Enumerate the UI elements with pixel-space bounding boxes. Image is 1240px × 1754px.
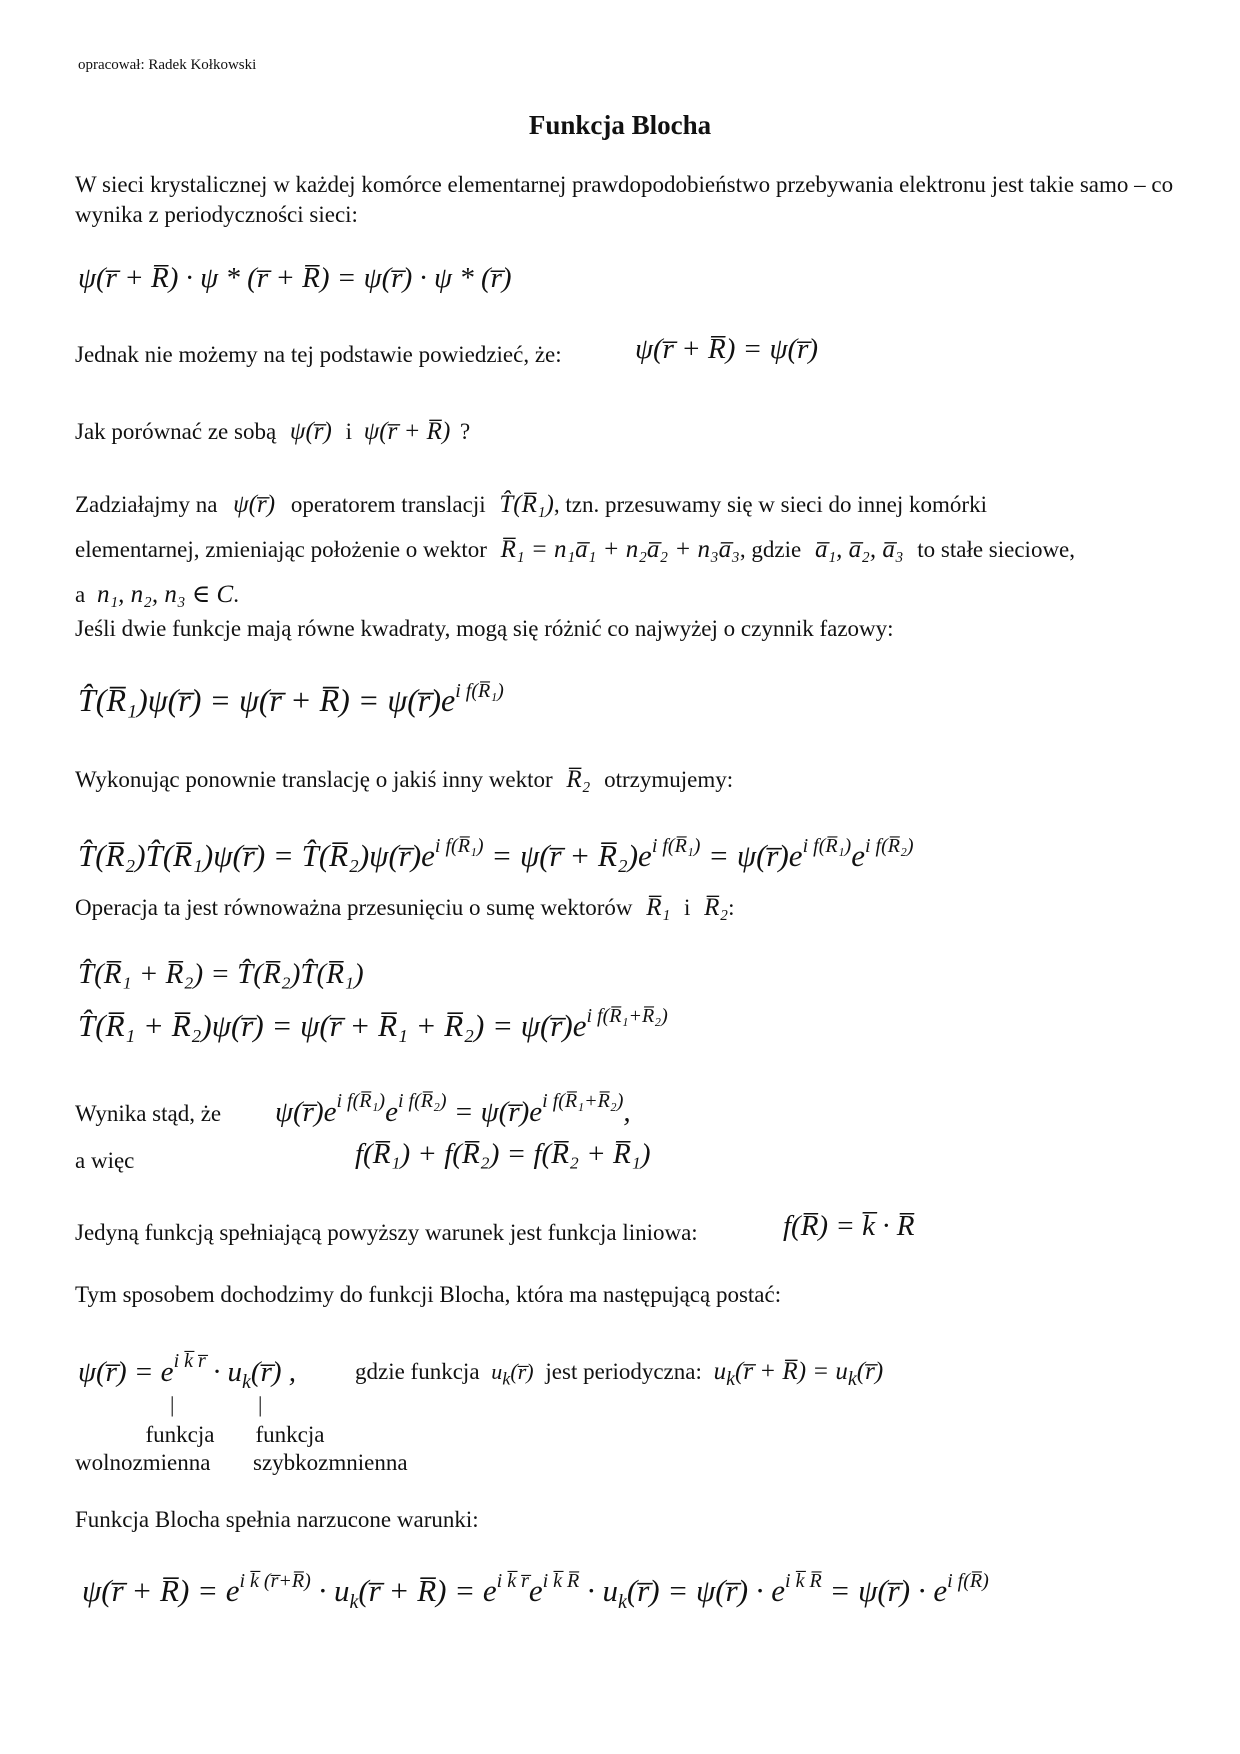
second-translation-text-a: Wykonując ponownie translację o jakiś inny wektor (75, 767, 553, 792)
compare-eq-b: ψ(r̅ + R̅) (363, 418, 451, 445)
double-eq-part-c: = ψ(r̅)e (708, 838, 803, 873)
paragraph-conditions: Funkcja Blocha spełnia narzucone warunki: (75, 1507, 479, 1532)
check-eq-sub-2: k (618, 1591, 627, 1614)
bloch-eq-subscript: k (242, 1370, 251, 1393)
equation-bloch-check (82, 1570, 989, 1614)
translation-text-b: operatorem translacji (290, 492, 486, 517)
paragraph-linear: Jedyną funkcją spełniającą powyższy warunek jest funkcja liniowa: (75, 1220, 698, 1245)
double-eq-exp-2: i f(R̅₁) (651, 835, 701, 857)
translation-eq-psi: ψ(r̅) (233, 491, 276, 518)
paragraph-periodic (355, 1357, 883, 1394)
follows-eq-b: e (385, 1096, 398, 1128)
annotation-label-1a: funkcja (145, 1422, 215, 1447)
phase-eq-exponent: i f(R̅₁) (455, 680, 504, 702)
equation-linear: f(R̅) = k̅ · R̅ (783, 1210, 915, 1242)
paragraph-equivalent (75, 893, 735, 923)
bloch-eq-a: ψ(r̅) = e (78, 1356, 174, 1388)
bloch-eq-b: · u (213, 1356, 243, 1388)
paragraph-bloch-form: Tym sposobem dochodzimy do funkcji Blocha, która ma następującą postać: (75, 1282, 782, 1307)
sum-eq-main: T̂(R̅₁ + R̅₂)ψ(r̅) = ψ(r̅ + R̅₁ + R̅₂) = ψ(r̅)e (78, 1008, 587, 1043)
compare-eq-a: ψ(r̅) (289, 418, 332, 445)
integers-eq: n₁, n₂, n₃ ∈ C (96, 581, 234, 608)
double-eq-exp-3: i f(R̅₁) (802, 835, 852, 857)
double-eq-part-d: e (851, 838, 865, 873)
vector-eq-r1: R̅₁ = n₁a̅₁ + n₂a̅₂ + n₃a̅₃ (500, 536, 740, 563)
annotation-label-1b: wolnozmienna (75, 1450, 211, 1475)
equation-probability: ψ(r̅ + R̅) · ψ * (r̅ + R̅) = ψ(r̅) · ψ * (r̅) (78, 262, 512, 294)
periodic-cond-c: (r̅) (856, 1358, 884, 1385)
equation-phase (78, 680, 504, 719)
paragraph-cannot-say: Jednak nie możemy na tej podstawie powiedzieć, że: (75, 342, 562, 367)
paragraph-integers (75, 580, 239, 610)
check-eq-a: ψ(r̅ + R̅) = e (82, 1573, 240, 1608)
periodic-eq-u (491, 1359, 534, 1389)
equivalent-colon: : (728, 895, 735, 920)
annotation-bar-2: | (258, 1392, 263, 1417)
equivalent-and: i (684, 895, 691, 920)
periodic-cond-sub2: k (847, 1368, 857, 1390)
integers-text-b: . (233, 582, 239, 607)
periodic-text-b: jest periodyczna: (545, 1359, 702, 1384)
follows-eq-a: ψ(r̅)e (275, 1096, 337, 1128)
translation-eq-operator: T̂(R̅₁) (499, 491, 554, 518)
vector-eq-a: a̅₁, a̅₂, a̅₃ (814, 536, 904, 563)
check-eq-exp-5: i f(R̅) (947, 1570, 989, 1592)
equation-sum-translation (78, 1005, 668, 1044)
bloch-eq-c: (r̅) , (250, 1356, 297, 1388)
translation-text-c: , tzn. przesuwamy się w sieci do innej komórki (553, 492, 987, 517)
check-eq-exp-2: i k̅ r̅ (496, 1570, 529, 1592)
paragraph-translation (75, 490, 987, 520)
periodic-cond-a: u (713, 1358, 727, 1385)
second-translation-text-b: otrzymujemy: (604, 767, 734, 792)
equation-naive: ψ(r̅ + R̅) = ψ(r̅) (635, 333, 819, 365)
check-eq-d: e (528, 1573, 543, 1608)
paragraph-intro: W sieci krystalicznej w każdej komórce elementarnej prawdopodobieństwo przebywania elektronu jest takie samo – co wynika z periodyczności sieci: (75, 172, 1174, 227)
double-eq-exp-1: i f(R̅₁) (434, 835, 484, 857)
equivalent-eq-r2: R̅₂ (704, 894, 729, 921)
check-eq-b: · u (318, 1573, 350, 1608)
check-eq-exp-1: i k̅ (r̅+R̅) (239, 1570, 311, 1592)
paragraph-follows: Wynika stąd, że (75, 1101, 222, 1126)
equation-follows (275, 1090, 631, 1129)
compare-question: ? (460, 419, 471, 444)
phase-eq-main: T̂(R̅₁)ψ(r̅) = ψ(r̅ + R̅) = ψ(r̅)e (78, 682, 456, 718)
double-eq-part-a: T̂(R̅₂)T̂(R̅₁)ψ(r̅) = T̂(R̅₂)ψ(r̅)e (78, 838, 435, 873)
follows-eq-comma: , (623, 1096, 631, 1128)
paragraph-phase: Jeśli dwie funkcje mają równe kwadraty, mogą się różnić co najwyżej o czynnik fazowy: (75, 616, 894, 641)
vector-text-c: to stałe sieciowe, (917, 537, 1076, 562)
double-eq-part-b: = ψ(r̅ + R̅₂)e (491, 838, 652, 873)
sum-eq-exponent: i f(R̅₁+R̅₂) (586, 1005, 668, 1027)
annotation-label-2a: funkcja (255, 1422, 325, 1447)
paragraph-vector (75, 535, 1075, 565)
compare-text: Jak porównać ze sobą (75, 419, 277, 444)
follows-eq-exp-2: i f(R̅₂) (397, 1090, 447, 1112)
compare-and: i (345, 419, 352, 444)
vector-text-a: elementarnej, zmieniając położenie o wektor (75, 537, 487, 562)
follows-eq-exp-1: i f(R̅₁) (336, 1090, 386, 1112)
follows-eq-exp-3: i f(R̅₁+R̅₂) (542, 1090, 624, 1112)
periodic-cond-b: (r̅ + R̅) = u (735, 1358, 848, 1385)
second-translation-eq: R̅₂ (566, 766, 591, 793)
equation-double-translation (78, 835, 914, 874)
annotation-label-2b: szybkozmnienna (253, 1450, 408, 1475)
check-eq-e: · u (587, 1573, 619, 1608)
paragraph-therefore: a więc (75, 1148, 135, 1173)
equation-additivity: f(R̅₁) + f(R̅₂) = f(R̅₂ + R̅₁) (355, 1138, 651, 1170)
follows-eq-c: = ψ(r̅)e (453, 1096, 543, 1128)
equation-bloch (78, 1350, 296, 1394)
paragraph-second-translation (75, 765, 733, 795)
check-eq-exp-3: i k̅ R̅ (542, 1570, 580, 1592)
check-eq-f: (r̅) = ψ(r̅) · e (626, 1573, 786, 1608)
periodic-eq-u-base: u (491, 1359, 503, 1384)
check-eq-c: (r̅ + R̅) = e (358, 1573, 497, 1608)
check-eq-exp-4: i k̅ R̅ (785, 1570, 822, 1592)
periodic-text-a: gdzie funkcja (355, 1359, 480, 1384)
vector-text-b: , gdzie (739, 537, 802, 562)
equivalent-eq-r1: R̅₁ (646, 894, 671, 921)
periodic-eq-u-arg: (r̅) (510, 1359, 534, 1384)
bloch-eq-exponent: i k̅ r̅ (173, 1350, 206, 1372)
periodic-eq-u-sub: k (502, 1368, 511, 1389)
equation-operator-sum: T̂(R̅₁ + R̅₂) = T̂(R̅₂)T̂(R̅₁) (78, 958, 364, 990)
periodic-cond-sub1: k (726, 1368, 735, 1390)
integers-text-a: a (75, 582, 86, 607)
check-eq-g: = ψ(r̅) · e (829, 1573, 948, 1608)
author-line: opracował: Radek Kołkowski (78, 57, 257, 73)
equivalent-text-a: Operacja ta jest równoważna przesunięciu o sumę wektorów (75, 895, 633, 920)
check-eq-sub-1: k (349, 1591, 359, 1614)
periodic-eq-condition (713, 1358, 884, 1390)
double-eq-exp-4: i f(R̅₂) (864, 835, 914, 857)
translation-text-a: Zadziałajmy na (75, 492, 218, 517)
paragraph-compare (75, 417, 470, 447)
page-title: Funkcja Blocha (528, 110, 712, 140)
annotation-bar-1: | (170, 1392, 175, 1417)
